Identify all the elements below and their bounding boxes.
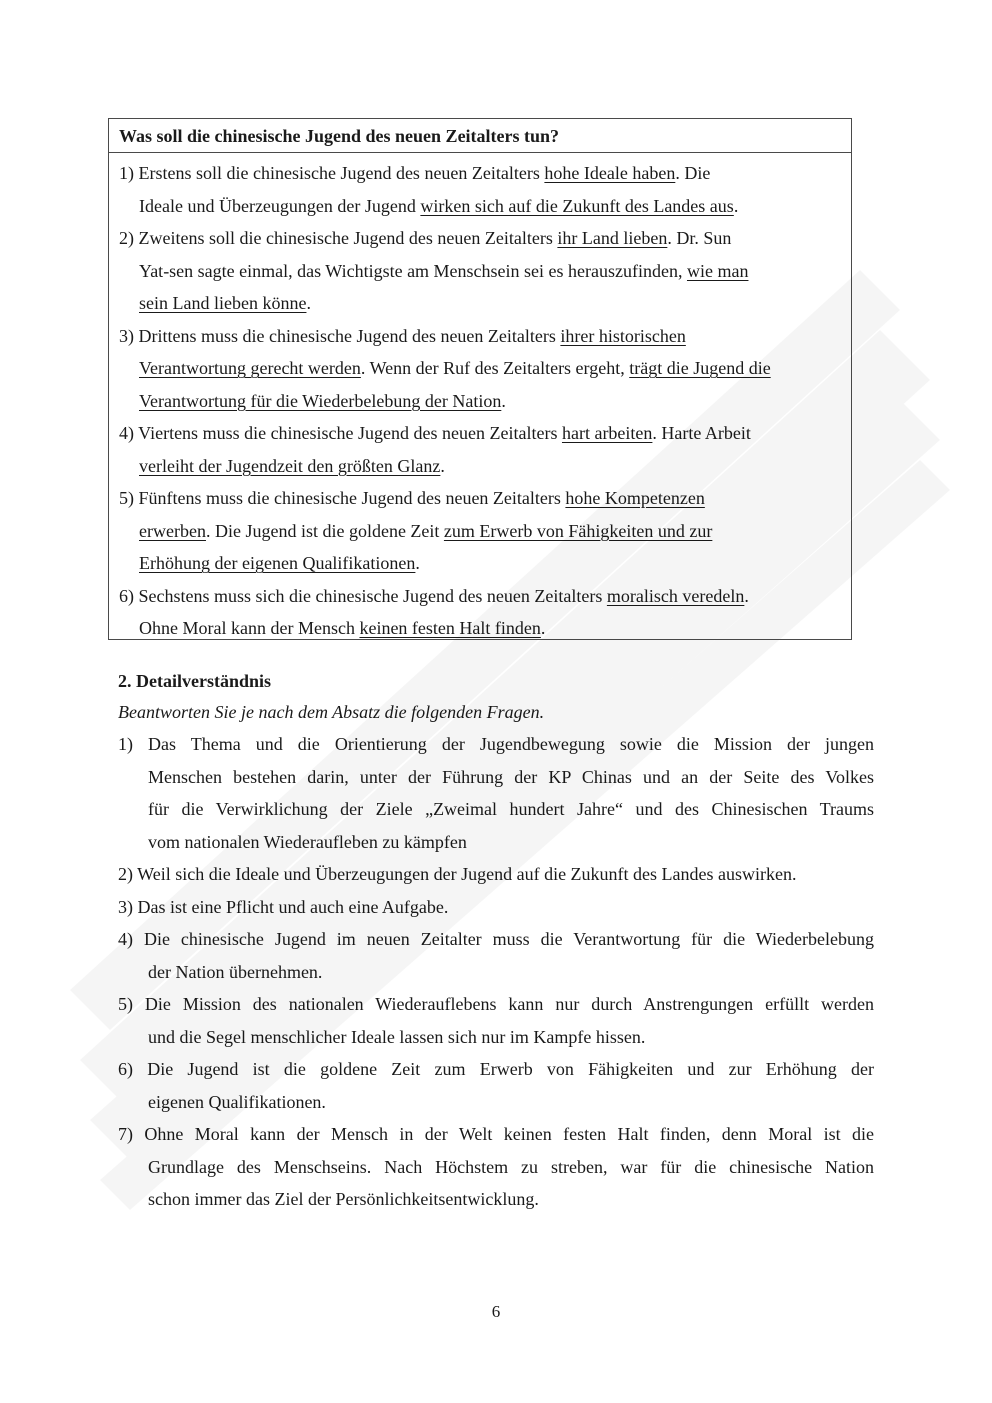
- box-line: [119, 320, 841, 353]
- box-line: [119, 190, 841, 223]
- underlined-phrase: moralisch veredeln: [606, 585, 745, 606]
- text-segment: Yat-sen sagte einmal, das Wichtigste am Menschsein sei es herauszufinden,: [139, 260, 687, 281]
- underlined-phrase: wie man: [686, 260, 749, 281]
- text-segment: 3) Drittens muss die chinesische Jugend des neuen Zeitalters: [119, 325, 561, 346]
- answer-line: 2) Weil sich die Ideale und Überzeugungen der Jugend auf die Zukunft des Landes auswirken.: [118, 864, 797, 884]
- box-line: [119, 482, 841, 515]
- underlined-phrase: sein Land lieben könne: [139, 293, 307, 313]
- box-line: [119, 385, 841, 418]
- box-line: [119, 450, 841, 483]
- underlined-phrase: hohe Ideale haben: [544, 163, 676, 183]
- underlined-phrase: trägt die Jugend die: [629, 358, 771, 378]
- answer-line: schon immer das Ziel der Persönlichkeitsentwicklung.: [148, 1189, 539, 1209]
- answer-item: [118, 1118, 874, 1216]
- underlined-phrase: ihr Land lieben: [557, 228, 668, 248]
- answer-line: 1) Das Thema und die Orientierung der Jugendbewegung sowie die Mission der jungen: [118, 734, 874, 754]
- section-title: 2. Detailverständnis: [118, 671, 271, 691]
- underlined-phrase: Verantwortung für die Wiederbelebung der Nation: [139, 390, 502, 411]
- answer-line: eigenen Qualifikationen.: [148, 1091, 326, 1112]
- box-body: [109, 153, 851, 645]
- text-segment: .: [744, 585, 749, 606]
- answer-line: Grundlage des Menschseins. Nach Höchstem zu streben, war für die chinesische Nation: [148, 1156, 874, 1177]
- answer-item: [118, 923, 874, 988]
- answer-list: [118, 728, 874, 1216]
- text-segment: .: [306, 293, 311, 313]
- text-segment: . Wenn der Ruf des Zeitalters ergeht,: [360, 358, 630, 378]
- answer-line: 5) Die Mission des nationalen Wiederauflebens kann nur durch Anstrengungen erfüllt werden: [118, 994, 874, 1014]
- underlined-phrase: keinen festen Halt finden: [359, 618, 541, 638]
- box-line: [119, 580, 841, 613]
- answer-line: 7) Ohne Moral kann der Mensch in der Welt keinen festen Halt finden, denn Moral ist die: [118, 1124, 874, 1144]
- answer-line: der Nation übernehmen.: [148, 961, 323, 982]
- page-number: 6: [491, 1302, 501, 1321]
- text-segment: .: [415, 553, 420, 573]
- answer-line: für die Verwirklichung der Ziele „Zweimal hundert Jahre“ und des Chinesischen Traums: [148, 799, 874, 819]
- text-segment: . Harte Arbeit: [652, 423, 751, 443]
- answer-item: [118, 891, 874, 924]
- answer-item: [118, 988, 874, 1053]
- underlined-phrase: Erhöhung der eigenen Qualifikationen: [139, 553, 416, 573]
- text-segment: .: [733, 195, 739, 216]
- underlined-phrase: hart arbeiten: [561, 423, 653, 443]
- answer-line: und die Segel menschlicher Ideale lassen sich nur im Kampfe hissen.: [148, 1026, 646, 1047]
- text-segment: .: [540, 618, 546, 638]
- box-heading: Was soll die chinesische Jugend des neuen Zeitalters tun?: [109, 119, 851, 153]
- box-line: [119, 287, 841, 320]
- box-line: [119, 157, 841, 190]
- box-line: [119, 417, 841, 450]
- answer-line: 3) Das ist eine Pflicht und auch eine Aufgabe.: [118, 896, 449, 917]
- answer-item: [118, 858, 874, 891]
- answer-line: 6) Die Jugend ist die goldene Zeit zum Erwerb von Fähigkeiten und zur Erhöhung der: [118, 1059, 874, 1079]
- text-segment: 2) Zweitens soll die chinesische Jugend des neuen Zeitalters: [119, 228, 558, 248]
- underlined-phrase: zum Erwerb von Fähigkeiten und zur: [443, 520, 713, 541]
- underlined-phrase: Verantwortung gerecht werden: [139, 358, 361, 378]
- box-line: [119, 255, 841, 288]
- underlined-phrase: erwerben: [139, 520, 206, 541]
- summary-box: [108, 118, 852, 640]
- answer-line: 4) Die chinesische Jugend im neuen Zeitalter muss die Verantwortung für die Wiederbelebung: [118, 929, 874, 949]
- box-line: [119, 352, 841, 385]
- text-segment: 5) Fünftens muss die chinesische Jugend des neuen Zeitalters: [119, 488, 566, 508]
- answer-line: Menschen bestehen darin, unter der Führung der KP Chinas und an der Seite des Volkes: [148, 766, 874, 787]
- underlined-phrase: verleiht der Jugendzeit den größten Glanz: [139, 455, 441, 476]
- box-line: [119, 515, 841, 548]
- underlined-phrase: hohe Kompetenzen: [565, 488, 705, 508]
- box-line: [119, 547, 841, 580]
- answer-item: [118, 728, 874, 858]
- answer-line: vom nationalen Wiederaufleben zu kämpfen: [148, 831, 467, 852]
- text-segment: . Die: [675, 163, 711, 183]
- box-line: [119, 222, 841, 255]
- text-segment: Ohne Moral kann der Mensch: [139, 618, 360, 638]
- text-segment: 4) Viertens muss die chinesische Jugend des neuen Zeitalters: [119, 423, 562, 443]
- text-segment: . Dr. Sun: [667, 228, 732, 248]
- text-segment: 1) Erstens soll die chinesische Jugend des neuen Zeitalters: [119, 163, 545, 183]
- text-segment: .: [440, 455, 445, 476]
- text-segment: Ideale und Überzeugungen der Jugend: [139, 195, 421, 216]
- box-line: [119, 612, 841, 645]
- text-segment: 6) Sechstens muss sich die chinesische Jugend des neuen Zeitalters: [119, 585, 607, 606]
- answer-item: [118, 1053, 874, 1118]
- section-instruction: Beantworten Sie je nach dem Absatz die folgenden Fragen.: [118, 702, 545, 722]
- text-segment: .: [501, 390, 506, 411]
- underlined-phrase: wirken sich auf die Zukunft des Landes aus: [420, 195, 734, 216]
- text-segment: . Die Jugend ist die goldene Zeit: [205, 520, 444, 541]
- underlined-phrase: ihrer historischen: [560, 325, 686, 346]
